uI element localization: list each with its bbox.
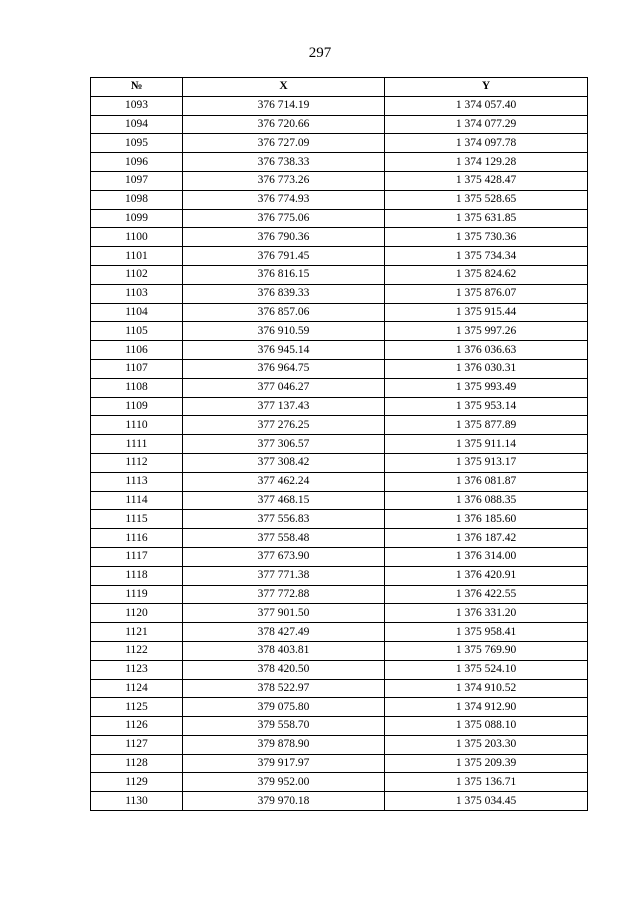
point-number: 1094: [91, 115, 183, 134]
x-coordinate: 377 556.83: [183, 510, 385, 529]
point-number: 1109: [91, 397, 183, 416]
y-coordinate: 1 375 913.17: [385, 453, 588, 472]
y-coordinate: 1 375 876.07: [385, 284, 588, 303]
point-number: 1110: [91, 416, 183, 435]
y-coordinate: 1 375 824.62: [385, 265, 588, 284]
point-number: 1098: [91, 190, 183, 209]
x-coordinate: 376 790.36: [183, 228, 385, 247]
table-row: [91, 284, 588, 303]
table-row: [91, 247, 588, 266]
x-coordinate: 378 403.81: [183, 641, 385, 660]
y-coordinate: 1 376 187.42: [385, 529, 588, 548]
point-number: 1093: [91, 96, 183, 115]
table-row: [91, 491, 588, 510]
table-row: [91, 472, 588, 491]
x-coordinate: 377 137.43: [183, 397, 385, 416]
x-coordinate: 378 427.49: [183, 623, 385, 642]
table-row: [91, 679, 588, 698]
point-number: 1123: [91, 660, 183, 679]
y-coordinate: 1 375 034.45: [385, 792, 588, 811]
x-coordinate: 377 771.38: [183, 566, 385, 585]
table-row: [91, 453, 588, 472]
point-number: 1125: [91, 698, 183, 717]
y-coordinate: 1 376 420.91: [385, 566, 588, 585]
y-coordinate: 1 374 912.90: [385, 698, 588, 717]
table-row: [91, 435, 588, 454]
table-row: [91, 717, 588, 736]
y-coordinate: 1 375 953.14: [385, 397, 588, 416]
table-row: [91, 228, 588, 247]
point-number: 1116: [91, 529, 183, 548]
table-row: [91, 547, 588, 566]
table-row: [91, 115, 588, 134]
y-coordinate: 1 375 203.30: [385, 735, 588, 754]
x-coordinate: 377 558.48: [183, 529, 385, 548]
table-row: [91, 604, 588, 623]
x-coordinate: 379 558.70: [183, 717, 385, 736]
point-number: 1103: [91, 284, 183, 303]
header-number: №: [91, 78, 183, 97]
point-number: 1106: [91, 341, 183, 360]
x-coordinate: 376 839.33: [183, 284, 385, 303]
table-header-row: [91, 78, 588, 97]
point-number: 1104: [91, 303, 183, 322]
point-number: 1120: [91, 604, 183, 623]
point-number: 1122: [91, 641, 183, 660]
point-number: 1126: [91, 717, 183, 736]
y-coordinate: 1 376 422.55: [385, 585, 588, 604]
point-number: 1100: [91, 228, 183, 247]
point-number: 1118: [91, 566, 183, 585]
page-number: 297: [308, 45, 332, 61]
x-coordinate: 376 945.14: [183, 341, 385, 360]
y-coordinate: 1 375 136.71: [385, 773, 588, 792]
y-coordinate: 1 376 081.87: [385, 472, 588, 491]
point-number: 1127: [91, 735, 183, 754]
x-coordinate: 376 714.19: [183, 96, 385, 115]
table-row: [91, 153, 588, 172]
y-coordinate: 1 374 057.40: [385, 96, 588, 115]
x-coordinate: 379 878.90: [183, 735, 385, 754]
y-coordinate: 1 375 915.44: [385, 303, 588, 322]
y-coordinate: 1 374 077.29: [385, 115, 588, 134]
x-coordinate: 377 772.88: [183, 585, 385, 604]
y-coordinate: 1 375 631.85: [385, 209, 588, 228]
y-coordinate: 1 374 097.78: [385, 134, 588, 153]
y-coordinate: 1 376 314.00: [385, 547, 588, 566]
x-coordinate: 376 774.93: [183, 190, 385, 209]
table-row: [91, 341, 588, 360]
table-row: [91, 171, 588, 190]
x-coordinate: 379 970.18: [183, 792, 385, 811]
x-coordinate: 377 308.42: [183, 453, 385, 472]
point-number: 1111: [91, 435, 183, 454]
x-coordinate: 377 276.25: [183, 416, 385, 435]
point-number: 1128: [91, 754, 183, 773]
y-coordinate: 1 376 185.60: [385, 510, 588, 529]
table-row: [91, 529, 588, 548]
table-row: [91, 134, 588, 153]
table-row: [91, 322, 588, 341]
coordinates-table: [90, 77, 588, 811]
y-coordinate: 1 374 910.52: [385, 679, 588, 698]
point-number: 1129: [91, 773, 183, 792]
table-row: [91, 190, 588, 209]
point-number: 1099: [91, 209, 183, 228]
point-number: 1124: [91, 679, 183, 698]
point-number: 1113: [91, 472, 183, 491]
table-row: [91, 566, 588, 585]
x-coordinate: 376 773.26: [183, 171, 385, 190]
y-coordinate: 1 376 331.20: [385, 604, 588, 623]
x-coordinate: 376 738.33: [183, 153, 385, 172]
x-coordinate: 379 075.80: [183, 698, 385, 717]
point-number: 1117: [91, 547, 183, 566]
x-coordinate: 376 727.09: [183, 134, 385, 153]
point-number: 1102: [91, 265, 183, 284]
x-coordinate: 377 306.57: [183, 435, 385, 454]
point-number: 1114: [91, 491, 183, 510]
table-row: [91, 96, 588, 115]
point-number: 1115: [91, 510, 183, 529]
x-coordinate: 376 816.15: [183, 265, 385, 284]
x-coordinate: 376 791.45: [183, 247, 385, 266]
x-coordinate: 376 964.75: [183, 359, 385, 378]
table-row: [91, 359, 588, 378]
point-number: 1112: [91, 453, 183, 472]
point-number: 1130: [91, 792, 183, 811]
x-coordinate: 377 901.50: [183, 604, 385, 623]
x-coordinate: 377 462.24: [183, 472, 385, 491]
x-coordinate: 376 720.66: [183, 115, 385, 134]
x-coordinate: 376 775.06: [183, 209, 385, 228]
point-number: 1095: [91, 134, 183, 153]
table-row: [91, 641, 588, 660]
y-coordinate: 1 375 524.10: [385, 660, 588, 679]
table-row: [91, 623, 588, 642]
x-coordinate: 378 522.97: [183, 679, 385, 698]
table-row: [91, 397, 588, 416]
point-number: 1101: [91, 247, 183, 266]
y-coordinate: 1 375 993.49: [385, 378, 588, 397]
x-coordinate: 379 917.97: [183, 754, 385, 773]
table-row: [91, 792, 588, 811]
y-coordinate: 1 375 088.10: [385, 717, 588, 736]
table-row: [91, 660, 588, 679]
table-row: [91, 209, 588, 228]
y-coordinate: 1 375 734.34: [385, 247, 588, 266]
table-row: [91, 773, 588, 792]
x-coordinate: 377 673.90: [183, 547, 385, 566]
point-number: 1105: [91, 322, 183, 341]
y-coordinate: 1 375 877.89: [385, 416, 588, 435]
point-number: 1119: [91, 585, 183, 604]
x-coordinate: 377 046.27: [183, 378, 385, 397]
y-coordinate: 1 375 911.14: [385, 435, 588, 454]
y-coordinate: 1 376 030.31: [385, 359, 588, 378]
y-coordinate: 1 375 428.47: [385, 171, 588, 190]
point-number: 1107: [91, 359, 183, 378]
table-row: [91, 303, 588, 322]
x-coordinate: 376 857.06: [183, 303, 385, 322]
point-number: 1121: [91, 623, 183, 642]
y-coordinate: 1 375 528.65: [385, 190, 588, 209]
table-row: [91, 416, 588, 435]
point-number: 1097: [91, 171, 183, 190]
x-coordinate: 378 420.50: [183, 660, 385, 679]
y-coordinate: 1 376 036.63: [385, 341, 588, 360]
point-number: 1108: [91, 378, 183, 397]
table-row: [91, 735, 588, 754]
y-coordinate: 1 375 997.26: [385, 322, 588, 341]
y-coordinate: 1 375 730.36: [385, 228, 588, 247]
table-row: [91, 754, 588, 773]
table-row: [91, 378, 588, 397]
y-coordinate: 1 375 769.90: [385, 641, 588, 660]
x-coordinate: 377 468.15: [183, 491, 385, 510]
y-coordinate: 1 376 088.35: [385, 491, 588, 510]
y-coordinate: 1 375 209.39: [385, 754, 588, 773]
point-number: 1096: [91, 153, 183, 172]
x-coordinate: 379 952.00: [183, 773, 385, 792]
header-y: Y: [385, 78, 588, 97]
table-body: [91, 96, 588, 810]
table-row: [91, 510, 588, 529]
table-row: [91, 265, 588, 284]
x-coordinate: 376 910.59: [183, 322, 385, 341]
y-coordinate: 1 374 129.28: [385, 153, 588, 172]
y-coordinate: 1 375 958.41: [385, 623, 588, 642]
header-x: X: [183, 78, 385, 97]
table-row: [91, 585, 588, 604]
table-row: [91, 698, 588, 717]
